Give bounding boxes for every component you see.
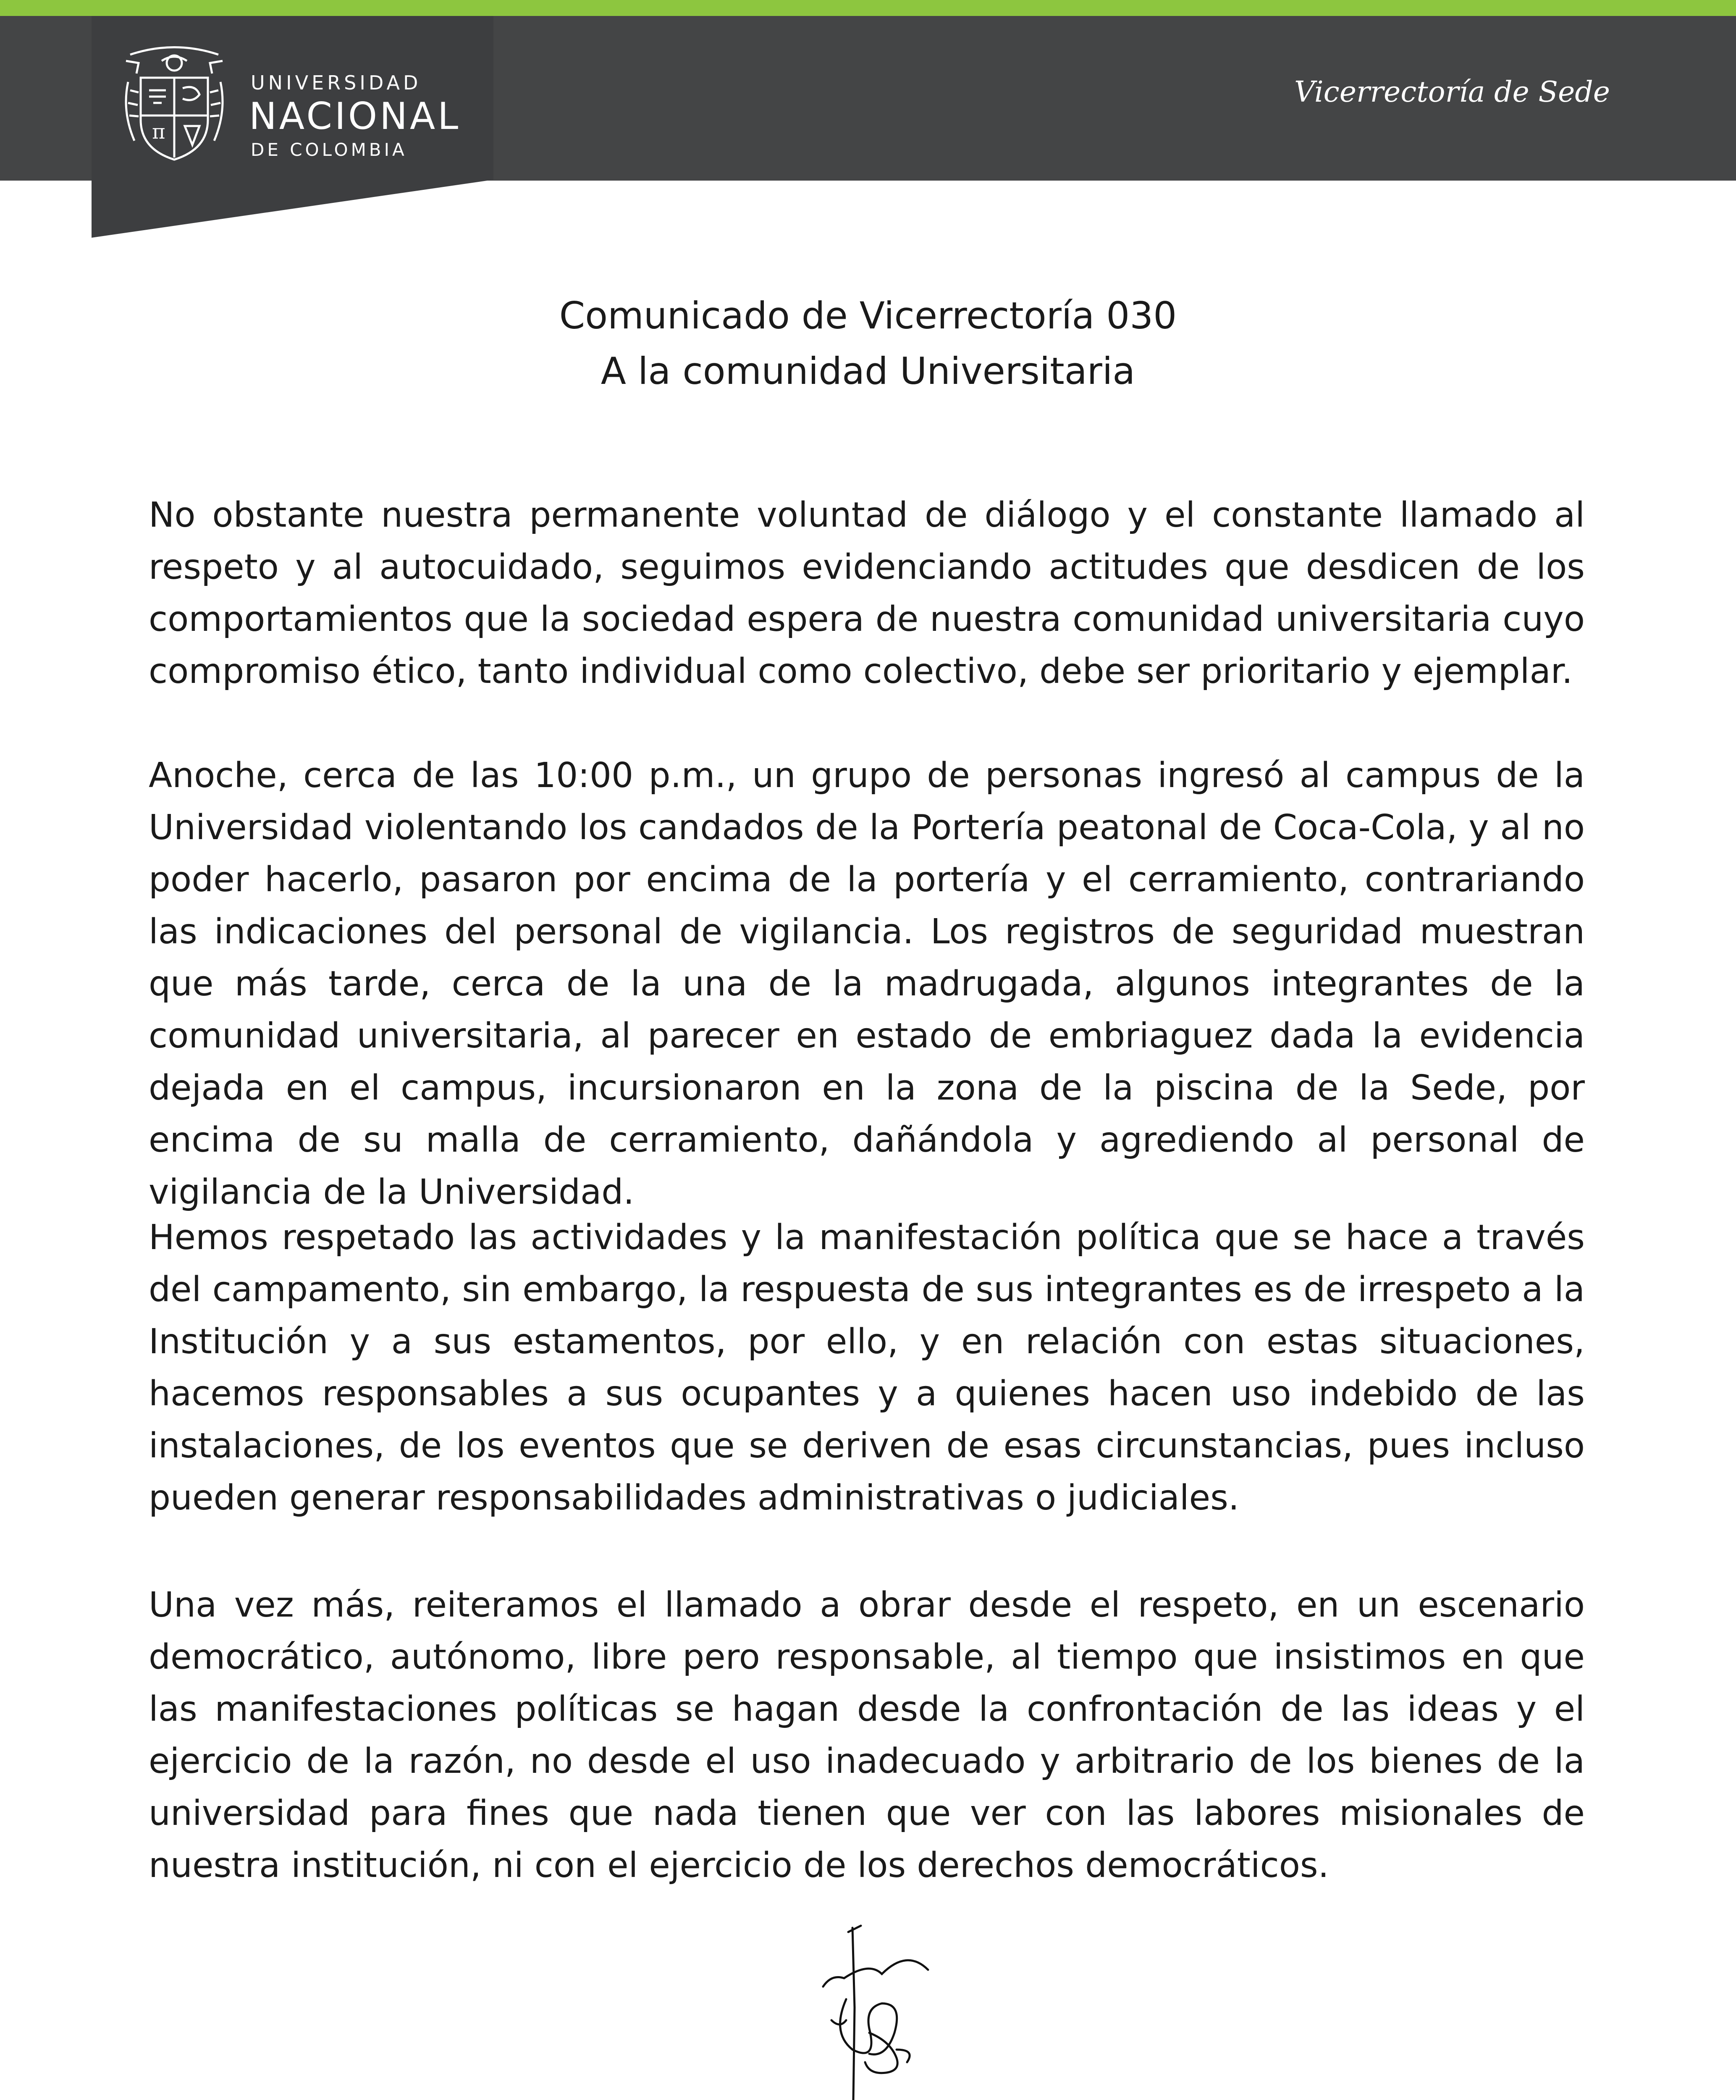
svg-text:π: π <box>152 120 165 144</box>
paragraph: Hemos respetado las actividades y la manifestación política que se hace a través del campamento, sin embargo, la respuesta de sus integrantes es de irrespeto a la Institución y a sus estamentos, por ello, y en relación con estas situaciones, hacemos responsables a sus ocupantes y a quienes hacen uso indebido de las instalaciones, de los eventos que se deriven de esas circunstancias, pues incluso pueden generar responsabilidades administrativas o judiciales. <box>149 1218 1585 1518</box>
university-name-line1: UNIVERSIDAD <box>251 71 422 94</box>
university-name-line3: DE COLOMBIA <box>251 139 407 160</box>
paragraph: Una vez más, reiteramos el llamado a obrar desde el respeto, en un escenario democrático, autónomo, libre pero responsable, al tiempo que insistimos en que las manifestaciones políticas se hagan desde la confrontación de las ideas y el ejercicio de la razón, no desde el uso inadecuado y arbitrario de los bienes de la universidad para fines que nada tienen que ver con las labores misionales de nuestra institución, ni con el ejercicio de los derechos democráticos. <box>149 1585 1585 1885</box>
document-subtitle: A la comunidad Universitaria <box>601 349 1135 393</box>
document-title: Comunicado de Vicerrectoría 030 <box>559 294 1177 337</box>
coat-of-arms-icon <box>122 44 227 166</box>
signature-icon <box>806 1924 962 2100</box>
accent-stripe <box>0 0 1736 16</box>
paragraph: No obstante nuestra permanente voluntad de diálogo y el constante llamado al respeto y al autocuidado, seguimos evidenciando actitudes que desdicen de los comportamientos que la sociedad espera de nuestra comunidad universitaria cuyo compromiso ético, tanto individual como colectivo, debe ser prioritario y ejemplar. <box>149 495 1585 691</box>
paragraph: Anoche, cerca de las 10:00 p.m., un grupo de personas ingresó al campus de la Universidad violentando los candados de la Portería peatonal de Coca-Cola, y al no poder hacerlo, pasaron por encima de la portería y el cerramiento, contrariando las indicaciones del personal de vigilancia. Los registros de seguridad muestran que más tarde, cerca de la una de la madrugada, algunos integrantes de la comunidad universitaria, al parecer en estado de embriaguez dada la evidencia dejada en el campus, incursionaron en la zona de la piscina de la Sede, por encima de su malla de cerramiento, dañándola y agrediendo al personal de vigilancia de la Universidad. <box>149 756 1585 1212</box>
university-name-line2: NACIONAL <box>249 94 461 138</box>
office-name: Vicerrectoría de Sede <box>1294 76 1610 109</box>
